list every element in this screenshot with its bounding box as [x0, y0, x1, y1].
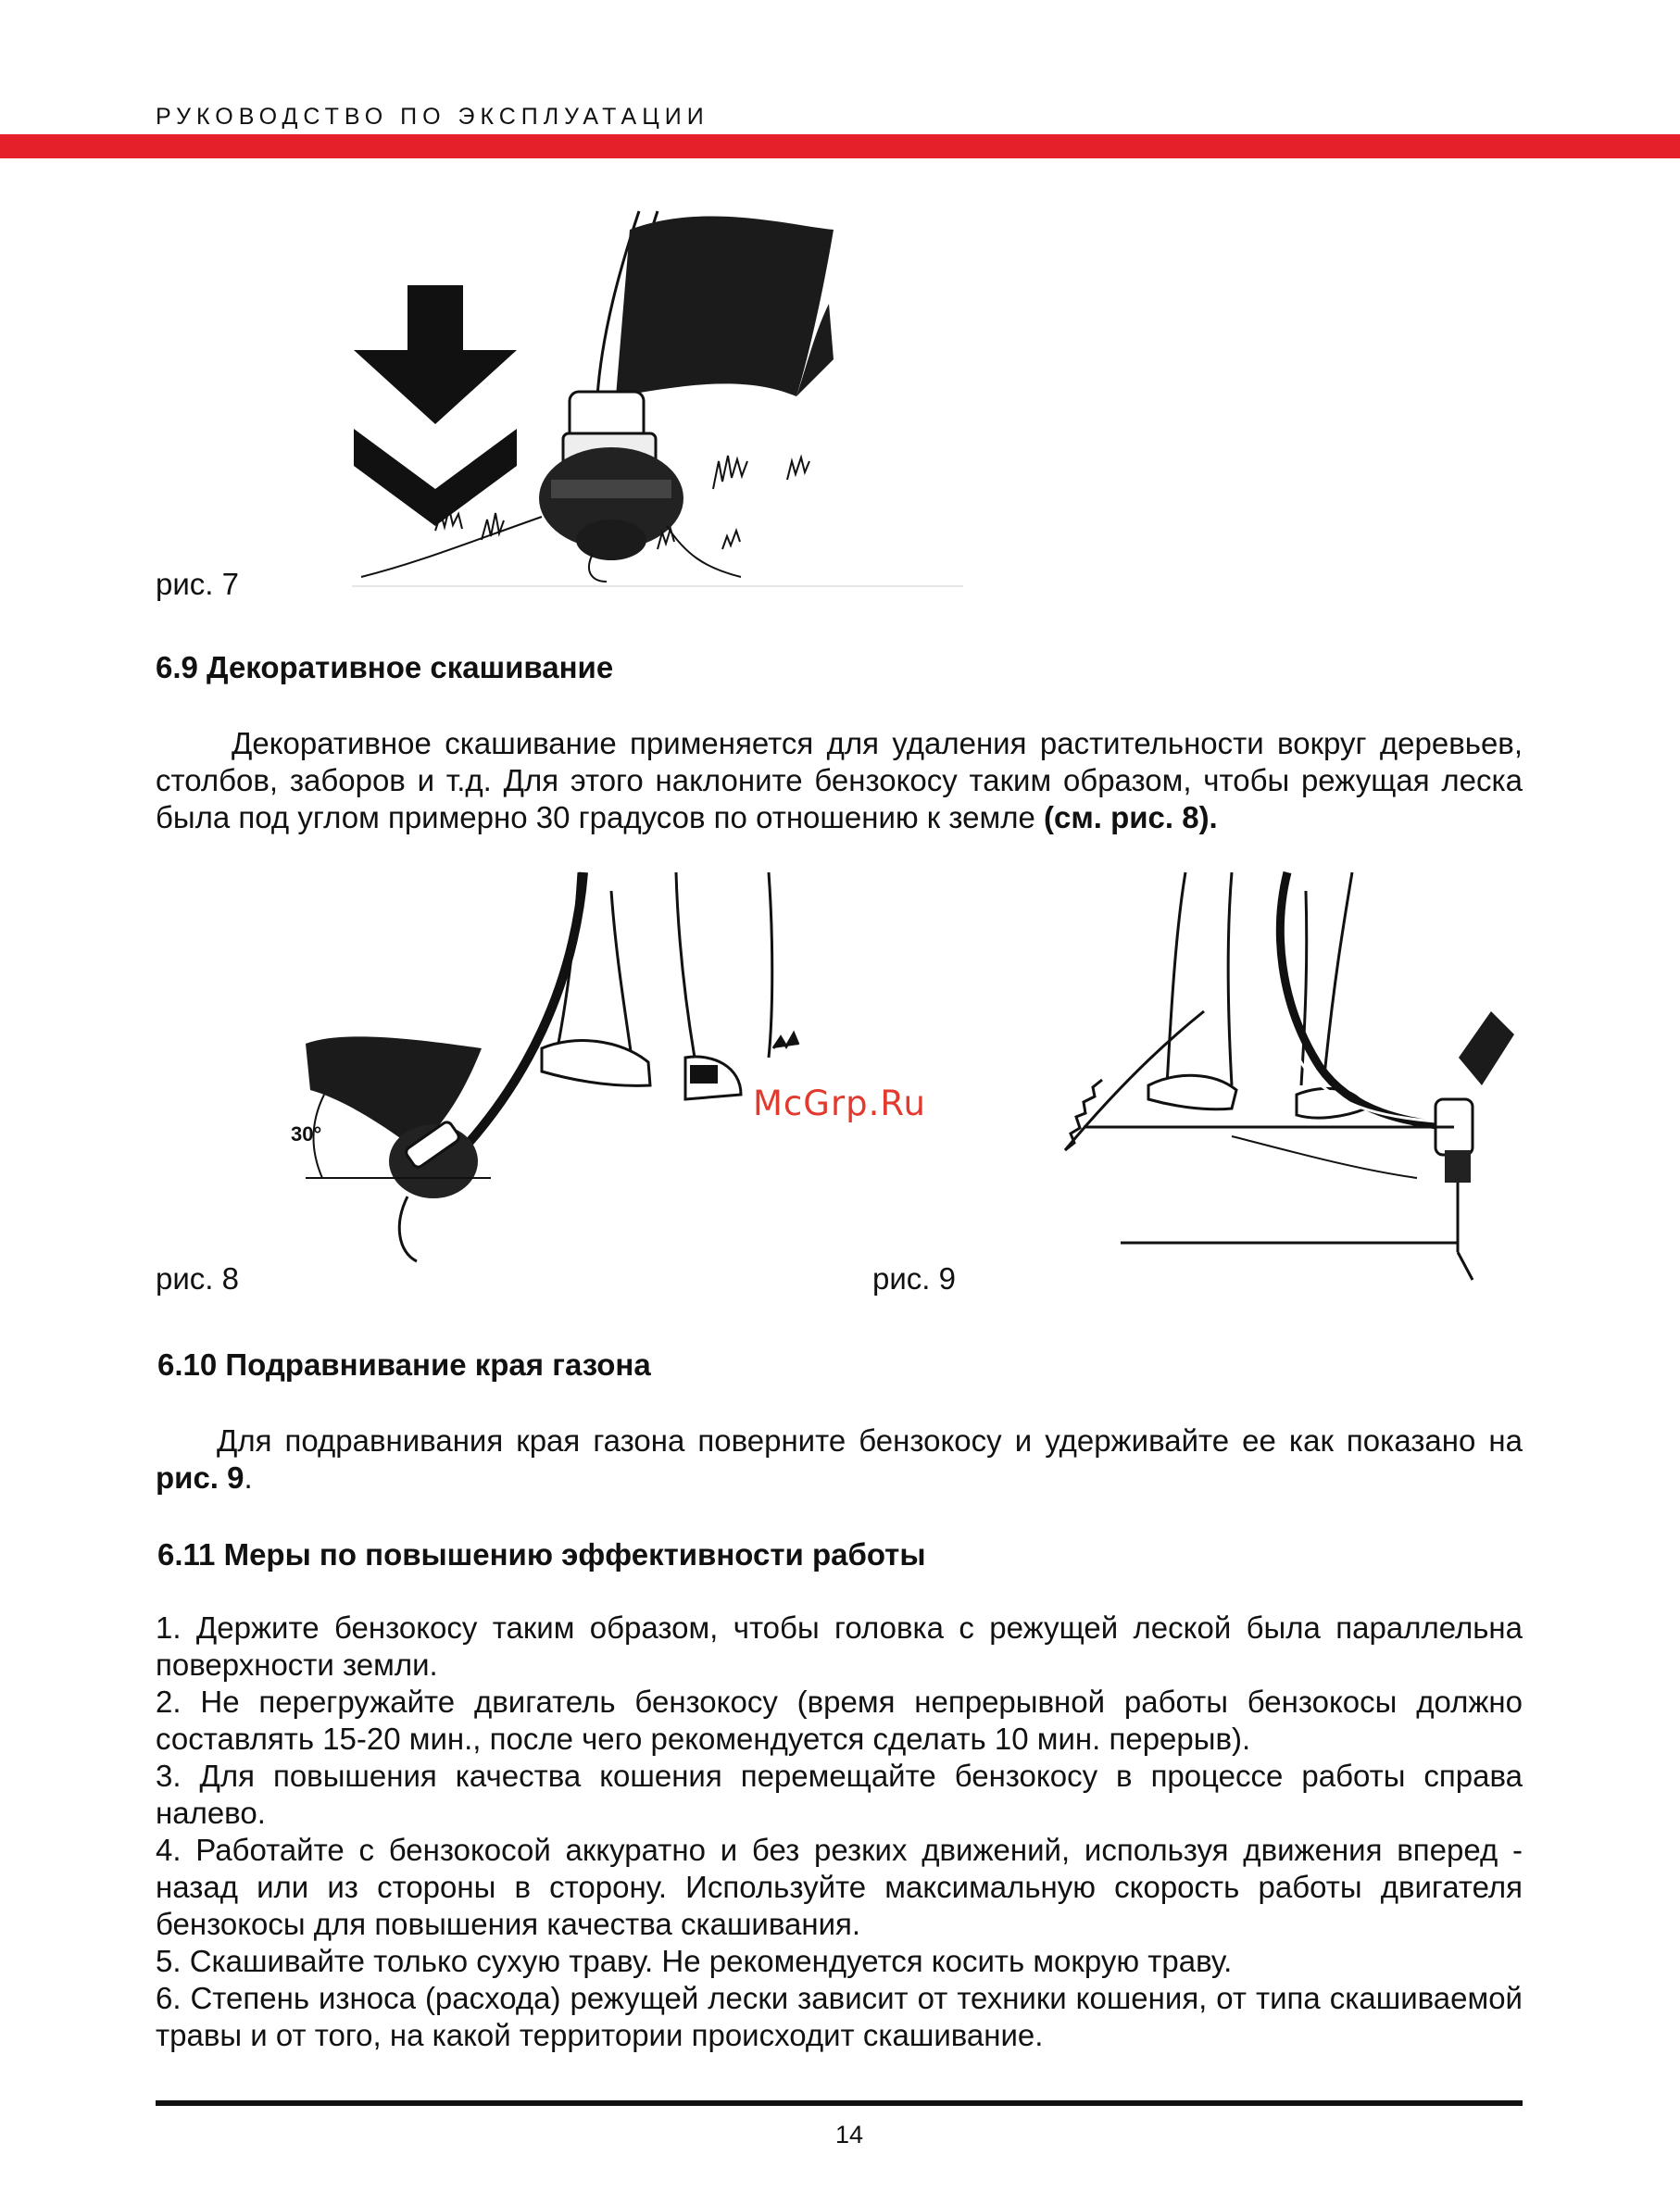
figure-9-illustration: [1047, 872, 1528, 1280]
figure-7-illustration: [352, 211, 982, 591]
figure-7-caption: рис. 7: [156, 567, 239, 601]
footer-rule: [156, 2100, 1523, 2106]
section-6-10-text: Для подравнивания края газона поверните бензокосу и удерживайте ее как показано на: [217, 1423, 1523, 1458]
figure-8-illustration: [291, 872, 824, 1280]
section-6-9-paragraph: [156, 725, 1523, 836]
section-6-10-figure-reference: рис. 9: [156, 1460, 244, 1495]
section-6-9-text: Декоративное скашивание применяется для удаления растительности вокруг деревьев, столбов, заборов и т.д. Для этого наклоните бензокосу таким образом, чтобы режущая леска была под углом примерно 30 градусов по отношению к земле: [156, 726, 1523, 834]
section-6-11-list: [156, 1610, 1523, 2054]
watermark-mcgrp: McGrp.Ru: [753, 1084, 926, 1123]
section-6-10-heading: 6.10 Подравнивание края газона: [157, 1347, 651, 1382]
figure-8-caption: рис. 8: [156, 1261, 239, 1296]
section-6-9-heading: 6.9 Декоративное скашивание: [156, 650, 614, 684]
page-header-title: РУКОВОДСТВО ПО ЭКСПЛУАТАЦИИ: [156, 104, 709, 130]
section-6-10-text-end: .: [244, 1460, 253, 1495]
page-number: 14: [835, 2121, 864, 2149]
list-item: 1. Держите бензокосу таким образом, чтобы головка с режущей леской была параллельна поверхности земли.: [156, 1610, 1523, 1682]
section-6-10-paragraph: [156, 1422, 1523, 1497]
list-item: 5. Скашивайте только сухую траву. Не рекомендуется косить мокрую траву.: [156, 1944, 1233, 1978]
section-6-9-figure-reference: (см. рис. 8).: [1043, 800, 1218, 834]
angle-label-30-degrees: 30°: [291, 1122, 322, 1146]
list-item: 3. Для повышения качества кошения перемещайте бензокосу в процессе работы справа налево.: [156, 1759, 1523, 1830]
list-item: 4. Работайте с бензокосой аккуратно и без резких движений, используя движения вперед - назад или из стороны в сторону. Используйте максимальную скорость работы двигателя бензокосы для повышения качества скашивания.: [156, 1833, 1523, 1941]
figure-9-caption: рис. 9: [872, 1261, 956, 1296]
list-item: 6. Степень износа (расхода) режущей лески зависит от техники кошения, от типа скашиваемой травы и от того, на какой территории происходит скашивание.: [156, 1981, 1523, 2052]
down-arrow-upper: [354, 285, 517, 424]
down-arrow-lower: [354, 429, 517, 526]
list-item: 2. Не перегружайте двигатель бензокосу (время непрерывной работы бензокосы должно составлять 15-20 мин., после чего рекомендуется сделать 10 мин. перерыв).: [156, 1685, 1523, 1756]
header-red-band: [0, 134, 1680, 158]
section-6-11-heading: 6.11 Меры по повышению эффективности работы: [157, 1537, 926, 1572]
